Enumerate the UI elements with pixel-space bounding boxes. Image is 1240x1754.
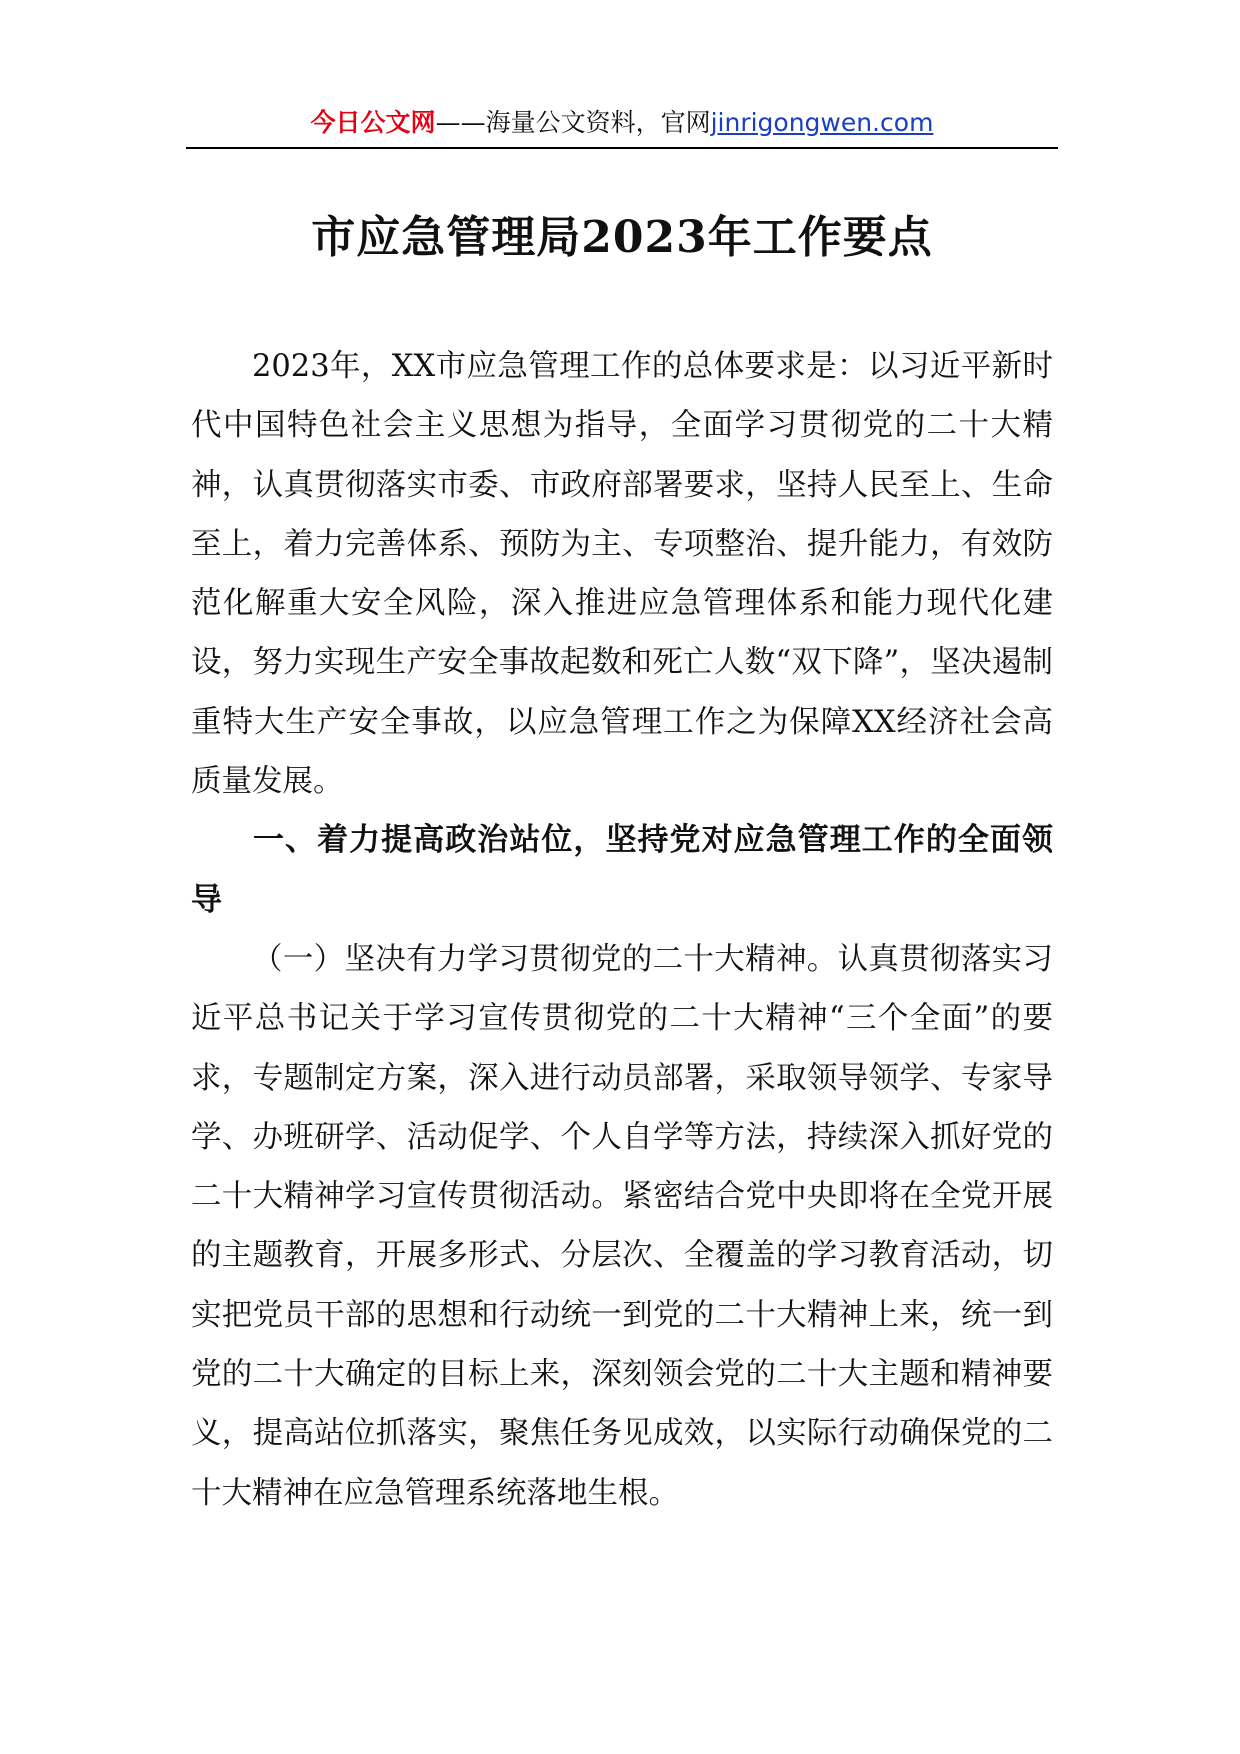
site-header	[186, 103, 1058, 143]
site-url-link[interactable]: jinrigongwen.com	[710, 108, 934, 137]
site-tagline: ——海量公文资料，官网	[435, 108, 711, 137]
document-title: 市应急管理局2023年工作要点	[311, 212, 933, 263]
header-divider	[186, 147, 1058, 149]
section-paragraph: （一）坚决有力学习贯彻党的二十大精神。认真贯彻落实习近平总书记关于学习宣传贯彻党的二十大精神“三个全面”的要求，专题制定方案，深入进行动员部署，采取领导领学、专家导学、办班研学、活动促学、个人自学等方法，持续深入抓好党的二十大精神学习宣传贯彻活动。紧密结合党中央即将在全党开展的主题教育，开展多形式、分层次、全覆盖的学习教育活动，切实把党员干部的思想和行动统一到党的二十大精神上来，统一到党的二十大确定的目标上来，深刻领会党的二十大主题和精神要义，提高站位抓落实，聚焦任务见成效，以实际行动确保党的二十大精神在应急管理系统落地生根。	[191, 941, 1053, 1511]
document-body	[191, 337, 1053, 1523]
site-brand: 今日公文网	[310, 108, 436, 137]
intro-paragraph: 2023年，XX市应急管理工作的总体要求是：以习近平新时代中国特色社会主义思想为指导，全面学习贯彻党的二十大精神，认真贯彻落实市委、市政府部署要求，坚持人民至上、生命至上，着力完善体系、预防为主、专项整治、提升能力，有效防范化解重大安全风险，深入推进应急管理体系和能力现代化建设，努力实现生产安全事故起数和死亡人数“双下降”，坚决遏制重特大生产安全事故，以应急管理工作之为保障XX经济社会高质量发展。	[191, 349, 1053, 800]
section-heading: 一、着力提高政治站位，坚持党对应急管理工作的全面领导	[191, 822, 1053, 918]
